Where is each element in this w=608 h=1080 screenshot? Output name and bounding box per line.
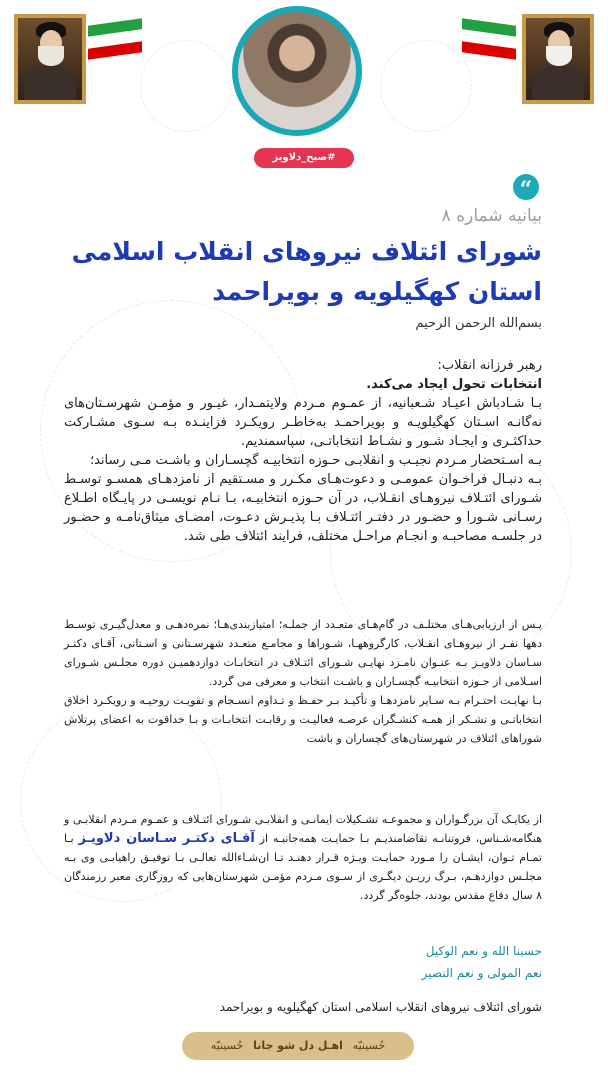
ornament-icon: حُسینیّه xyxy=(352,1039,386,1052)
candidate-photo xyxy=(232,6,362,136)
footer-slogan: اهـل دل شو جانا xyxy=(253,1039,343,1052)
paragraph: بـا شـادباش اعیـاد شـعبانیه، از عمـوم مـردم ولایتمـدار، غیـور و مؤمـن شهرسـتان‌های نه‌گانـه اسـتان کهگیلویـه و بویراحمـد به‌خاطـر رویکـرد فزاینـده بـه سـوی مشـارکت حداکثـری و ایجـاد شـور و نشـاط انتخاباتـی، سپاسمندیم. xyxy=(64,396,542,449)
quote-icon: “ xyxy=(513,174,539,200)
basmala: بسم‌الله الرحمن الرحیم xyxy=(415,316,542,331)
body-section-2 xyxy=(64,615,542,748)
leader-label: رهبر فرزانه انقلاب: xyxy=(437,358,542,373)
left-portrait xyxy=(14,14,86,104)
hashtag-badge: #صبح_دلاویز xyxy=(254,148,354,168)
paragraph: بـا نهایـت احتـرام بـه سـایر نامزدهـا و تأکیـد بـر حفـظ و تـداوم انسـجام و تقویـت روحیـه و رویکـرد اخلاق انتخاباتـی و تشـکر از همـه کنشـگران عرصـه فعالیـت و رقابـت انتخابـات و بـا خداقوت به اعضای پرتلاش شوراهای ائتلاف در شهرستان‌های گچساران و باشت xyxy=(64,694,542,745)
closing-verses xyxy=(422,940,542,984)
background-pattern xyxy=(140,40,232,132)
footer-banner xyxy=(182,1032,414,1060)
body-section-1 xyxy=(64,356,542,546)
paragraph: بـه دنبـال فراخـوان عمومـی و دعوت‌هـای مکـرر و مسـتقیم از نامزدهـای همسـو توسـط شـورای ائتـلاف نیروهـای انقـلاب، در آن حـوزه انتخابیـه، بـا نـام نویسـی در پایـگاه اطـلاع رسـانی شـورا و حضـور در دفتـر ائتـلاف بـا پذیـرش دعـوت، امضـای میثاق‌نامـه و حضـور در جلسـه مصاحبـه و انجـام مراحـل مختلف، فرایند ائتلاف طی شد. xyxy=(64,472,542,544)
closing-line: حسبنا الله و نعم الوکیل xyxy=(425,944,542,958)
closing-line: نعم المولی و نعم النصیر xyxy=(421,966,542,980)
paragraph xyxy=(64,810,542,905)
statement-number: بیانیه شماره ۸ xyxy=(441,206,542,226)
left-flag-icon xyxy=(88,18,142,60)
right-portrait xyxy=(522,14,594,104)
paragraph: پـس از ارزیابی‌هـای مختلـف در گام‌هـای متعـدد از جملـه؛ امتیازبندی‌هـا؛ نمره‌دهـی و معدل‌گیـری توسـط دهها نفـر از نیروهـای انقـلاب، کارگروههـا، شـوراها و مجامـع متعـدد شهرسـتانی و اسـتانی، آقـای دکتـر سـاسان دلاویـز بـه عنـوان نامـزد نهایـی شـورای ائتـلاف در انتخابـات دوازدهمیـن دوره مجلـس شـورای اسـلامی از حـوزه انتخابیـه گچسـاران و باشـت انتخاب و معرفی می گردد. xyxy=(64,618,542,688)
body-section-3 xyxy=(64,810,542,905)
paragraph-text: از یکایـک آن بزرگـواران و مجموعـه تشـکیلات ایمانـی و انقلابـی شـورای ائتـلاف و عمـوم مـردم انقلابـی و هنگامه‌شـناس، فروتنانـه تقاضامندیـم بـا حمایـت همه‌جانبـه از xyxy=(64,813,543,845)
right-flag-icon xyxy=(462,18,516,60)
background-pattern xyxy=(380,40,472,132)
candidate-name: آقـای دکتـر سـاسان دلاویـز xyxy=(78,831,255,846)
paragraph: بـه اسـتحضار مـردم نجیـب و انقلابـی حـوزه انتخابیـه گچسـاران و باشـت مـی رساند؛ xyxy=(89,453,542,468)
signature: شورای ائتلاف نیروهای انقلاب اسلامی استان کهگیلویه و بویراحمد xyxy=(219,1000,542,1014)
ornament-icon: حُسینیّه xyxy=(210,1039,244,1052)
paragraph-text: بـا تمـام تـوان، ایشـان را مـورد حمایـت ویـژه قـرار دهنـد تـا ان‌شـاءالله تعالـی بـا توفیـق راهیابـی وی بـه مجلـس دوازدهـم، بـرگ زریـن دیگـری از سـوی مـردم مؤمـن شهرستان‌هایی که روزگاری معبر رزمندگان ۸ سال دفاع مقدس بودند، جلوه‌گر گردد. xyxy=(64,832,542,902)
page-title: شورای ائتلاف نیروهای انقلاب اسلامی استان کهگیلویه و بویراحمد xyxy=(71,237,542,306)
leader-quote: انتخابات تحول ایجاد می‌کند. xyxy=(366,377,542,392)
